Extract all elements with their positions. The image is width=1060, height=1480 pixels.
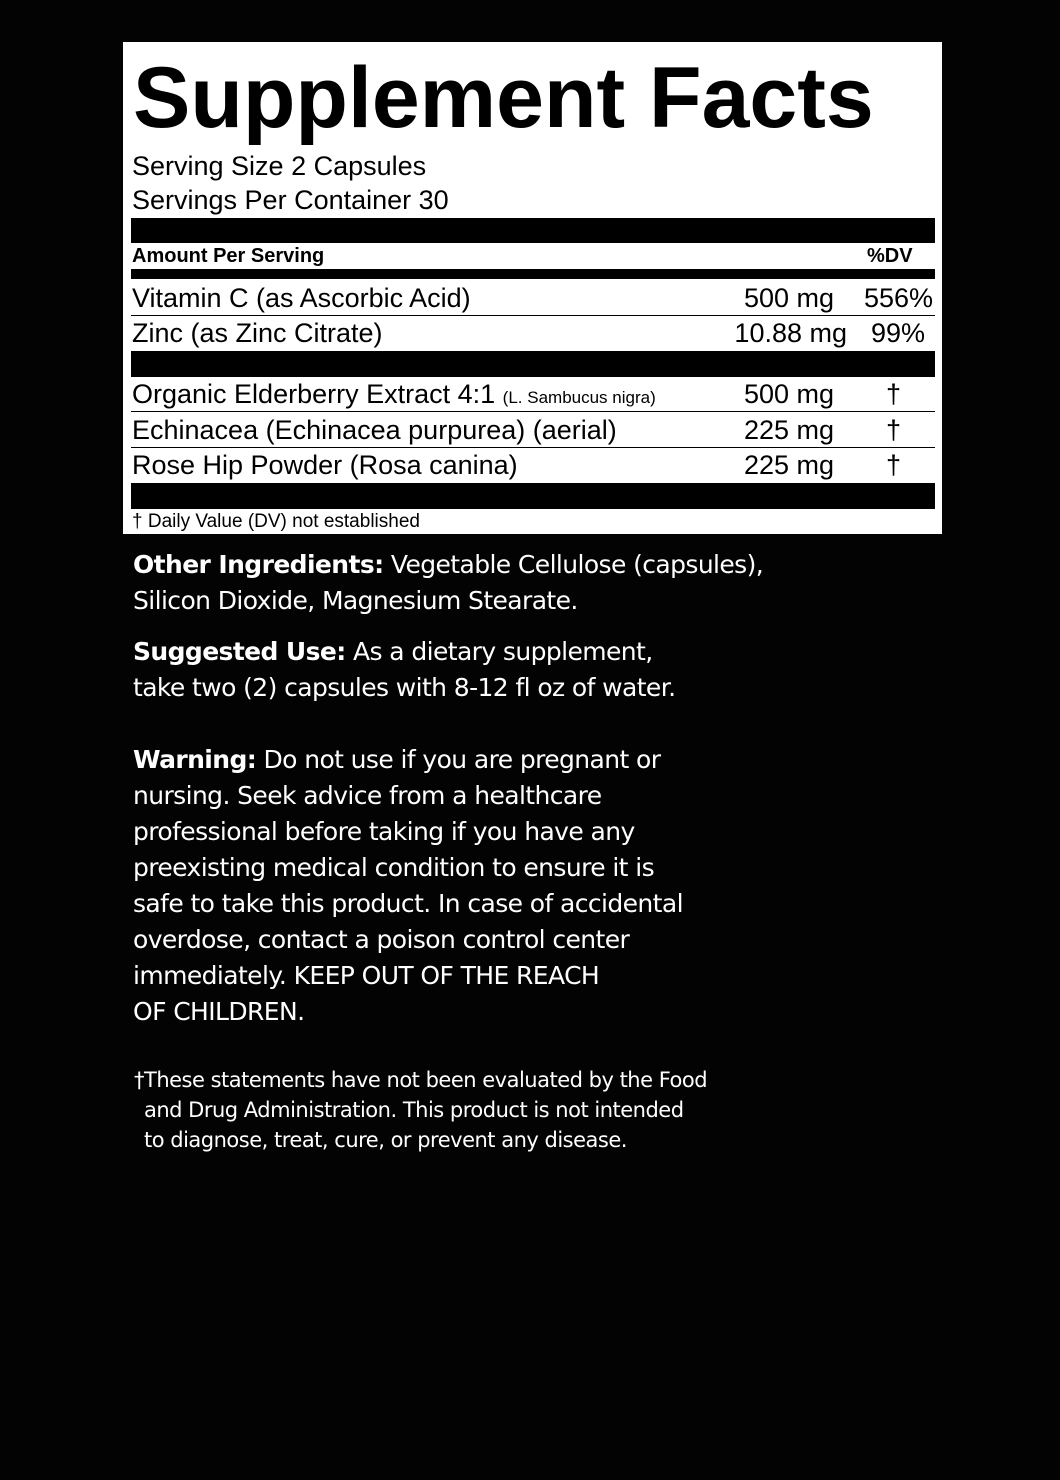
ingredient-name: Rose Hip Powder (Rosa canina) [132, 450, 518, 480]
serving-size: Serving Size 2 Capsules [132, 151, 427, 181]
amount-per-serving-header: Amount Per Serving [132, 245, 325, 267]
ingredient-amount: 10.88 mg [734, 318, 847, 348]
thick-divider-top [131, 218, 935, 243]
panel-title: Supplement Facts [133, 50, 874, 146]
warning: Warning: Do not use if you are pregnant or nursing. Seek advice from a healthcare professional before taking if you have any preexisting medical condition to ensure it is safe to take this product. In case of accidental overdose, contact a poison control center immediately. KEEP OUT OF THE REACH OF CHILDREN. [133, 742, 683, 1030]
ingredient-dv: † [886, 415, 902, 445]
warning-line: safe to take this product. In case of accidental [133, 889, 683, 918]
ingredient-dv: 556% [863, 283, 933, 313]
warning-line: preexisting medical condition to ensure it is [133, 853, 654, 882]
ingredient-name: Vitamin C (as Ascorbic Acid) [132, 283, 471, 313]
warning-line: nursing. Seek advice from a healthcare [133, 781, 602, 810]
thick-divider-bottom [131, 483, 935, 509]
ingredient-dv: 99% [870, 318, 925, 348]
suggested-use-label: Suggested Use: [133, 637, 346, 666]
row-divider [131, 411, 935, 412]
ingredient-amount: 225 mg [743, 450, 834, 480]
warning-line: overdose, contact a poison control center [133, 925, 630, 954]
supplement-facts-panel [123, 42, 942, 534]
thick-divider-middle [131, 351, 935, 377]
divider-header [131, 269, 935, 279]
row-divider [131, 447, 935, 448]
other-ingredients: Other Ingredients: Vegetable Cellulose (capsules), Silicon Dioxide, Magnesium Stearate. [133, 550, 764, 615]
warning-label: Warning: [133, 745, 257, 774]
ingredient-dv: † [886, 450, 902, 480]
row-divider [131, 315, 935, 316]
ingredient-amount: 500 mg [743, 283, 834, 313]
warning-line: OF CHILDREN. [133, 997, 305, 1026]
ingredient-amount: 500 mg [743, 379, 834, 409]
other-ingredients-label: Other Ingredients: [133, 550, 384, 579]
dv-footnote: † Daily Value (DV) not established [132, 511, 420, 532]
suggested-use: Suggested Use: As a dietary supplement, take two (2) capsules with 8-12 fl oz of water. [133, 637, 676, 702]
servings-per-container: Servings Per Container 30 [132, 185, 449, 215]
ingredient-dv: † [886, 379, 902, 409]
warning-line: professional before taking if you have any [133, 817, 635, 846]
fda-disclaimer: †These statements have not been evaluated by the Food and Drug Administration. This product is not intended to diagnose, treat, cure, or prevent any disease. [134, 1068, 708, 1152]
ingredient-note: (L. Sambucus nigra) [502, 388, 656, 407]
warning-line: immediately. KEEP OUT OF THE REACH [133, 961, 600, 990]
dv-header: %DV [867, 245, 913, 267]
ingredient-name: Echinacea (Echinacea purpurea) (aerial) [132, 415, 617, 445]
ingredient-name: Zinc (as Zinc Citrate) [132, 318, 383, 348]
ingredient-name: Organic Elderberry Extract 4:1 (L. Sambucus nigra) [132, 379, 656, 409]
ingredient-amount: 225 mg [743, 415, 834, 445]
